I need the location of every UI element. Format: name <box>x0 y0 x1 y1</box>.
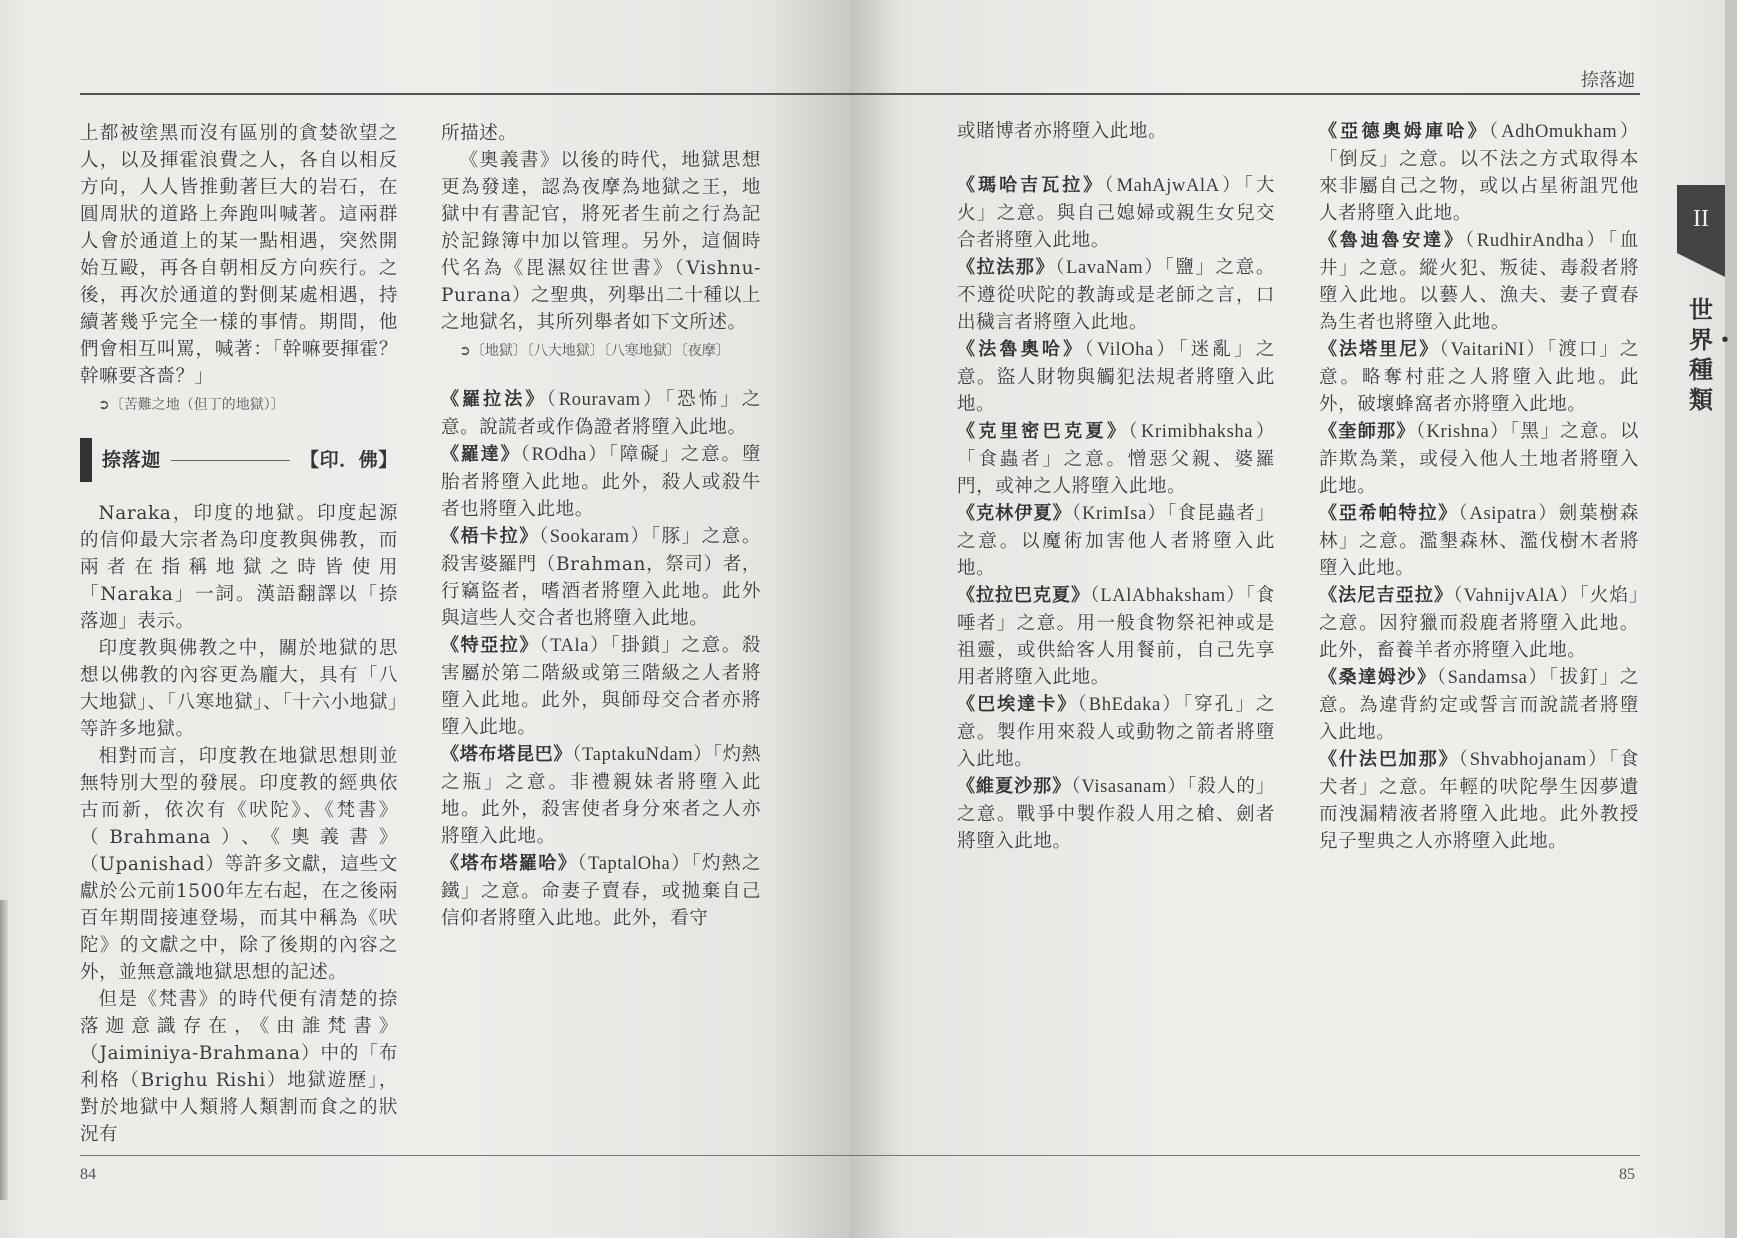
entry-term: 《法尼吉亞拉》 <box>1319 585 1454 606</box>
entry-definition: 「食唾者」之意。用一般食物祭祀神或是祖靈，或供給客人用餐前，自己先享用者將墮入此地。 <box>957 585 1276 688</box>
entry-romanization: （Sandamsa） <box>1436 668 1549 688</box>
page-edge-shadow <box>0 900 8 1200</box>
entry-term: 《亞德奧姆庫哈》 <box>1319 121 1489 142</box>
entry-term: 《法魯奧哈》 <box>957 339 1085 360</box>
entry-definition: 「迷亂」之意。盜人財物與觸犯法規者將墮入此地。 <box>957 339 1275 415</box>
entry-definition: 「食犬者」之意。年輕的吠陀學生因夢遺而洩漏精液者將墮入此地。此外教授兒子聖典之人亦將墮入此地。 <box>1319 749 1639 852</box>
entry-definition: 「渡口」之意。略奪村莊之人將墮入此地。此外，破壞蜂窩者亦將墮入此地。 <box>1319 339 1639 415</box>
entry-romanization: （ROdha） <box>520 445 609 465</box>
glossary-entry <box>957 336 1275 418</box>
entry-definition: 「殺人的」之意。戰爭中製作殺人用之槍、劍者將墮入此地。 <box>957 776 1275 852</box>
entry-romanization: （Krishna） <box>1415 422 1510 442</box>
entry-list <box>957 172 1275 855</box>
entry-definition: 「拔釘」之意。為違背約定或誓言而說謊者將墮入此地。 <box>1319 667 1639 743</box>
glossary-entry <box>1319 664 1639 746</box>
entry-term: 《桑達姆沙》 <box>1319 667 1437 688</box>
paragraph: 或賭博者亦將墮入此地。 <box>957 121 1168 142</box>
entry-romanization: （Rouravam） <box>546 390 665 410</box>
entry-term: 《羅拉法》 <box>441 389 547 410</box>
entry-romanization: （RudhirAndha） <box>1464 231 1608 251</box>
entry-definition: 「豚」之意。殺害婆羅門（Brahman，祭司）者，行竊盜者，嗜酒者將墮入此地。此外與這些人交合者也將墮入此地。 <box>441 526 761 629</box>
glossary-entry <box>1319 582 1639 664</box>
paragraph: 上都被塗黑而沒有區別的貪婪欲望之人，以及揮霍浪費之人，各自以相反方向，人人皆推動著巨大的岩石，在圓周狀的道路上奔跑叫喊著。這兩群人會於通道上的某一點相遇，突然開始互毆，再各自朝相反方向疾行。之後，再次於通道的對側某處相遇，持續著幾乎完全一樣的事情。期間，他們會相互叫罵，喊著：「幹嘛要揮霍？幹嘛要吝嗇？」 <box>80 123 398 387</box>
entry-term: 《維夏沙那》 <box>957 776 1072 797</box>
entry-definition: 「黑」之意。以詐欺為業，或侵入他人土地者將墮入此地。 <box>1319 421 1640 497</box>
footer-rule <box>850 1155 1640 1156</box>
entry-definition: 「食蟲者」之意。憎惡父親、婆羅門，或神之人將墮入此地。 <box>957 449 1275 497</box>
entry-definition: 「火焰」之意。因狩獵而殺鹿者將墮入此地。此外，畜養羊者亦將墮入此地。 <box>1319 585 1639 661</box>
glossary-entry <box>1319 227 1639 336</box>
chapter-label: 世界・種類 <box>1689 296 1737 414</box>
entry-romanization: （TaptalOha） <box>577 854 692 874</box>
header-rule <box>850 93 1640 95</box>
glossary-entry <box>441 523 761 632</box>
glossary-entry <box>957 582 1275 691</box>
glossary-entry <box>441 632 761 741</box>
entry-term: 《克里密巴克夏》 <box>957 421 1129 442</box>
entry-term: 《羅達》 <box>441 444 521 465</box>
glossary-entry <box>957 418 1275 500</box>
entry-romanization: （Sookaram） <box>538 527 651 547</box>
paragraph: 印度教與佛教之中，關於地獄的思想以佛教的內容更為龐大，具有「八大地獄」、「八寒地獄」、「十六小地獄」等許多地獄。 <box>80 638 398 740</box>
right-page <box>850 0 1737 1238</box>
entry-romanization: （VaitariNI） <box>1439 340 1547 360</box>
entry-definition: 「掛鎖」之意。殺害屬於第二階級或第三階級之人者將墮入此地。此外，與師母交合者亦將墮入此地。 <box>441 635 761 738</box>
paragraph: Naraka，印度的地獄。印度起源的信仰最大宗者為印度教與佛教，而兩者在指稱地獄之時皆使用「Naraka」一詞。漢語翻譯以「捺落迦」表示。 <box>80 503 398 632</box>
entry-term: 《梧卡拉》 <box>441 526 539 547</box>
entry-term: 《特亞拉》 <box>441 635 540 656</box>
chapter-tab <box>1677 185 1737 415</box>
glossary-entry <box>957 773 1275 855</box>
entry-definition: 「灼熱之瓶」之意。非禮親妹者將墮入此地。此外，殺害使者身分來者之人亦將墮入此地。 <box>441 744 761 847</box>
entry-definition: 劍葉樹森林」之意。濫墾森林、濫伐樹木者將墮入此地。 <box>1319 503 1639 579</box>
entry-romanization: （Shvabhojanam） <box>1458 750 1609 770</box>
entry-romanization: （LavaNam） <box>1055 258 1165 278</box>
entry-definition: 「倒反」之意。以不法之方式取得本來非屬自己之物，或以占星術詛咒他人者將墮入此地。 <box>1319 149 1639 224</box>
entry-romanization: （MahAjwAlA） <box>1104 176 1244 196</box>
entry-romanization: （VahnijvAlA） <box>1453 586 1580 606</box>
glossary-entry <box>441 441 761 523</box>
entry-term: 《塔布塔羅哈》 <box>441 853 578 874</box>
glossary-entry <box>1319 500 1639 582</box>
entry-list <box>441 386 761 932</box>
footer-rule <box>80 1155 850 1156</box>
paragraph: 但是《梵書》的時代便有清楚的捺落迦意識存在，《由誰梵書》（Jaiminiya-Brahmana）中的「布利格（Brighu Rishi）地獄遊歷」，對於地獄中人類將人類割而食之的狀況有 <box>80 989 398 1145</box>
entry-term: 《法塔里尼》 <box>1319 339 1440 360</box>
right-column-2 <box>1319 118 1639 855</box>
section-marker-icon <box>80 438 92 482</box>
chapter-number: II <box>1677 185 1725 253</box>
entry-term: 《瑪哈吉瓦拉》 <box>957 175 1105 196</box>
glossary-entry <box>957 691 1275 773</box>
header-rule <box>80 93 850 95</box>
entry-romanization: （KrimIsa） <box>1071 504 1168 524</box>
glossary-entry <box>441 386 761 441</box>
paragraph: 所描述。 <box>441 123 518 144</box>
entry-romanization: （TAla） <box>539 636 611 656</box>
entry-romanization: （AdhOmukham） <box>1488 122 1639 142</box>
section-tag: 【印．佛】 <box>299 448 398 471</box>
page-number: 85 <box>1619 1166 1635 1183</box>
glossary-entry <box>1319 746 1639 855</box>
entry-term: 《拉法那》 <box>957 257 1056 278</box>
cross-reference: ➲〔地獄〕〔八大地獄〕〔八寒地獄〕〔夜摩〕 <box>459 343 730 359</box>
left-page <box>0 0 850 1238</box>
entry-romanization: （TaptakuNdam） <box>572 745 713 765</box>
entry-definition: 「大火」之意。與自己媳婦或親生女兒交合者將墮入此地。 <box>957 175 1276 251</box>
right-column-1 <box>957 118 1275 855</box>
entry-term: 《克林伊夏》 <box>957 503 1072 524</box>
entry-definition: 「穿孔」之意。製作用來殺人或動物之箭者將墮入此地。 <box>957 694 1275 770</box>
page-number: 84 <box>80 1166 96 1183</box>
tab-notch-icon <box>1677 253 1725 277</box>
glossary-entry <box>957 172 1275 254</box>
entry-term: 《亞希帕特拉》 <box>1319 503 1459 524</box>
entry-term: 《巴埃達卡》 <box>957 694 1078 715</box>
entry-term: 《什法巴加那》 <box>1319 749 1459 770</box>
entry-definition: 「恐怖」之意。說謊者或作偽證者將墮入此地。 <box>441 389 761 438</box>
section-title: 捺落迦 <box>102 448 161 471</box>
paragraph: 相對而言，印度教在地獄思想則並無特別大型的發展。印度教的經典依古而新，依次有《吠陀》、《梵書》（Brahmana）、《奧義書》（Upanishad）等許多文獻，這些文獻於公元前1500年左右起，在之後兩百年期間接連登場，而其中稱為《吠陀》的文獻之中，除了後期的內容之外，並無意識地獄思想的記述。 <box>80 746 398 983</box>
entry-definition: 「灼熱之鐵」之意。命妻子賣春，或拋棄自己信仰者將墮入此地。此外，看守 <box>441 853 762 929</box>
entry-romanization: （VilOha） <box>1084 340 1179 360</box>
entry-romanization: （LAlAbhaksham） <box>1090 586 1246 606</box>
entry-romanization: （Krimibhaksha） <box>1128 422 1275 442</box>
entry-romanization: （Visasanam） <box>1071 777 1187 797</box>
entry-list <box>1319 118 1639 855</box>
left-column-1 <box>80 120 398 1148</box>
glossary-entry <box>441 741 761 850</box>
glossary-entry <box>957 254 1275 336</box>
entry-term: 《塔布塔昆巴》 <box>441 744 573 765</box>
paragraph: 《奧義書》以後的時代，地獄思想更為發達，認為夜摩為地獄之王，地獄中有書記官，將死者生前之行為記於記錄簿中加以管理。另外，這個時代名為《毘濕奴往世書》（Vishnu-Purana）之聖典，列舉出二十種以上之地獄名，其所列舉者如下文所述。 <box>441 150 761 333</box>
entry-definition: 「障礙」之意。墮胎者將墮入此地。此外，殺人或殺牛者也將墮入此地。 <box>441 444 761 520</box>
entry-term: 《奎師那》 <box>1319 421 1416 442</box>
glossary-entry <box>1319 336 1639 418</box>
running-header: 捺落迦 <box>1581 70 1635 91</box>
entry-romanization: （BhEdaka） <box>1077 695 1183 715</box>
glossary-entry <box>957 500 1275 582</box>
entry-definition: 「食昆蟲者」之意。以魔術加害他人者將墮入此地。 <box>957 503 1275 579</box>
entry-definition: 「鹽」之意。不遵從吠陀的教誨或是老師之言，口出穢言者將墮入此地。 <box>957 257 1275 333</box>
glossary-entry <box>1319 118 1639 227</box>
left-column-2 <box>441 120 761 932</box>
section-heading <box>80 438 398 482</box>
entry-term: 《拉拉巴克夏》 <box>957 585 1091 606</box>
glossary-entry <box>441 850 761 932</box>
section-rule <box>171 460 290 461</box>
entry-romanization: （Asipatra） <box>1458 504 1559 524</box>
entry-term: 《魯迪魯安達》 <box>1319 230 1465 251</box>
entry-definition: 「血井」之意。縱火犯、叛徒、毒殺者將墮入此地。以藝人、漁夫、妻子賣春為生者也將墮入此地。 <box>1319 230 1639 333</box>
glossary-entry <box>1319 418 1639 500</box>
cross-reference: ➲〔苦難之地（但丁的地獄）〕 <box>98 397 285 413</box>
